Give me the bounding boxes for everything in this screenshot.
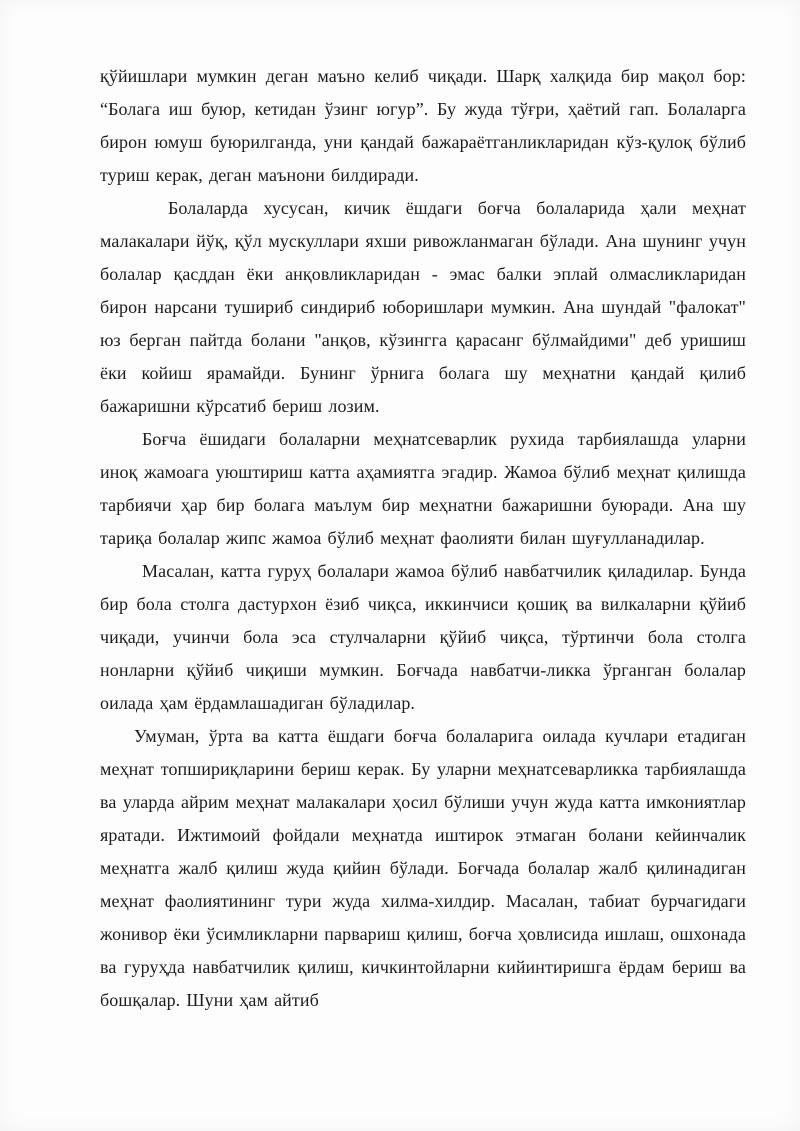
paragraph-5: Умуман, ўрта ва катта ёшдаги боғча болаларига оилада кучлари етадиган меҳнат топшириқларини бериш керак. Бу уларни меҳнатсеварликка тарбиялашда ва уларда айрим меҳнат малакалари ҳосил бўлиши учун жуда катта имкониятлар яратади. Ижтимоий фойдали меҳнатда иштирок этмаган болани кейинчалик меҳнатга жалб қилиш жуда қийин бўлади. Боғчада болалар жалб қилинадиган меҳнат фаолиятининг тури жуда хилма-хилдир. Масалан, табиат бурчагидаги жонивор ёки ўсимликларни парвариш қилиш, боғча ҳовлисида ишлаш, ошхонада ва гуруҳда навбатчилик қилиш, кичкинтойларни кийинтиришга ёрдам бериш ва бошқалар. Шуни ҳам айтиб — [100, 726, 746, 1010]
paragraph-4: Масалан, катта гуруҳ болалари жамоа бўлиб навбатчилик қиладилар. Бунда бир бола столга дастурхон ёзиб чиқса, иккинчиси қошиқ ва вилкаларни қўйиб чиқади, учинчи бола эса стулчаларни қўйиб чиқса, тўртинчи бола столга нонларни қўйиб чиқиши мумкин. Боғчада навбатчи-ликка ўрганган болалар оилада ҳам ёрдамлашадиган бўладилар. — [100, 561, 746, 713]
paragraph-3: Боғча ёшидаги болаларни меҳнатсеварлик рухида тарбиялашда уларни иноқ жамоага уюштириш катта аҳамиятга эгадир. Жамоа бўлиб меҳнат қилишда тарбиячи ҳар бир болага маълум бир меҳнатни бажаришни буюради. Ана шу тариқа болалар жипс жамоа бўлиб меҳнат фаолияти билан шуғулланадилар. — [100, 429, 746, 548]
paragraph-2: Болаларда хусусан, кичик ёшдаги боғча болаларида ҳали меҳнат малакалари йўқ, қўл мускуллари яхши ривожланмаган бўлади. Ана шунинг учун болалар қасддан ёки анқовликларидан - эмас балки эплай олмасликларидан бирон нарсани тушириб синдириб юборишлари мумкин. Ана шундай "фалокат" юз берган пайтда болани "анқов, кўзингга қарасанг бўлмайдими" деб уришиш ёки койиш ярамайди. Бунинг ўрнига болага шу меҳнатни қандай қилиб бажаришни кўрсатиб бериш лозим. — [100, 198, 746, 416]
paragraph-1: қўйишлари мумкин деган маъно келиб чиқади. Шарқ халқида бир мақол бор: “Болага иш буюр, кетидан ўзинг югур”. Бу жуда тўғри, ҳаётий гап. Болаларга бирон юмуш буюрилганда, уни қандай бажараётганликларидан кўз-қулоқ бўлиб туриш керак, деган маънони билдиради. — [100, 66, 746, 185]
document-text-block — [100, 60, 746, 1017]
